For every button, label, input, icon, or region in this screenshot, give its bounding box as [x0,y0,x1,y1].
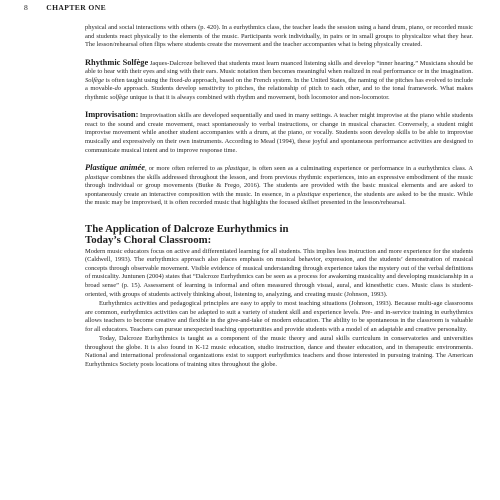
page-header [24,3,106,15]
chapter-title: CHAPTER ONE [46,3,107,12]
rhythmic-solfege-heading: Rhythmic Solfège [85,57,149,67]
improvisation-heading: Improvisation: [85,110,139,120]
section-paragraph-1: Modern music educators focus on active and differentiated learning for all students. This implies less instruction and more experience for the students (Caldwell, 1993). The eurhythmics approach also places emphasis on musical behavior, expression, and the students’ demonstration of musical concepts through observable movement. Visible evidence of musical understanding through experience takes the mystery out of the verbal definitions of musicality. Juntunen (2004) states that “Dalcroze Eurhythmics can be seen as a process for awakening musicality and developing musicianship in a broad sense” (p. 15). Assessment of learning is informal and often measured through visual, aural, and kinesthetic cues. Music class is student-oriented, with groups of students actively thinking about, listening to, analyzing, and creating music (Johnson, 1993). [85,247,473,298]
rhythmic-solfege-paragraph: Rhythmic Solfège Jaques-Dalcroze believed that students must learn nuanced listening skills and develop “inner hearing.” Musicians should be able to hear with their eyes and sing with their ears. Music notation then becomes meaningful when realized in real performance or in the imagination. Solfège is often taught using the fixed-do approach, based on the French system. In the United States, the naming of the pitches has evolved to include a movable-do approach. Students develop sensitivity to pitches, the relationship of pitch to each other, and to the tonal framework. What makes rhythmic solfège unique is that it is always combined with rhythm and movement, both locomotor and non-locomotor. [85,57,474,101]
section-heading: The Application of Dalcroze Eurhythmics in Today’s Choral Classroom: [85,222,289,247]
page-body [85,24,473,370]
section-paragraph-2: Eurhythmics activities and pedagogical principles are easy to apply to most teaching situations (Johnson, 1993). Because multi-age classrooms are common, eurhythmics activities can be adapted to suit a variety of student skill and experience levels. Pre- and in-service training in eurhythmics allows teachers to become creative and flexible in the give-and-take of modern education. The ability to be spontaneous in the classroom is valuable for all educators. Teachers can pursue unexpected teaching opportunities and provide students with a model of an adaptable and creative personality. [85,300,473,333]
section-paragraph-3: Today, Dalcroze Eurhythmics is taught as a component of the music theory and aural skills curriculum in conservatories and universities throughout the globe. It is also found in K-12 music education, studio instruction, dance and theater education, and in therapeutic environments. National and international professional organizations exist to support eurhythmics teachers and those interested in pursuing training. The American Eurhythmics Society posts locations of training sites throughout the globe. [85,335,473,368]
page-number: 8 [24,3,29,12]
plastique-paragraph: Plastique animée, or more often referred to as plastique, is often seen as a culminating experience or performance in a eurhythmics class. A plastique combines the skills addressed throughout the lesson, and from previous rhythmic experiences, into an expressive embodiment of the music through individual or group movements (Butke & Frego, 2016). The students are provided with the basic musical elements and are asked to spontaneously create an interactive composition with the music. In essence, in a plastique experience, the students are asked to be the music. While the music may be improvised, it is often recorded music that highlights the focused skillset presented in the lesson/rehearsal. [85,163,474,207]
improvisation-paragraph: Improvisation: Improvisation skills are developed sequentially and used in many settings. A teacher might improvise at the piano while students react to the sound and create movement, react spontaneously to verbal instructions, or change in musical character. Conversely, a student might improvise movement while another student accompanies with a drum, at the piano, or vocally. Students soon develop skills to be able to improvise musically and expressively on their own instruments. According to Mead (1994), these joyful and spontaneous performance activities are designed to communicate musical intent and to improve response time. [85,110,473,154]
intro-paragraph: physical and social interactions with others (p. 420). In a eurhythmics class, the teacher leads the session using a hand drum, piano, or recorded music and students react physically to the elements of the music. Participants work individually, in pairs or in small groups to physicalize what they hear. The lesson/rehearsal often flips where students create the movement and the teacher accompanies what is being physically created. [85,24,473,49]
plastique-heading: Plastique animée [85,163,145,173]
